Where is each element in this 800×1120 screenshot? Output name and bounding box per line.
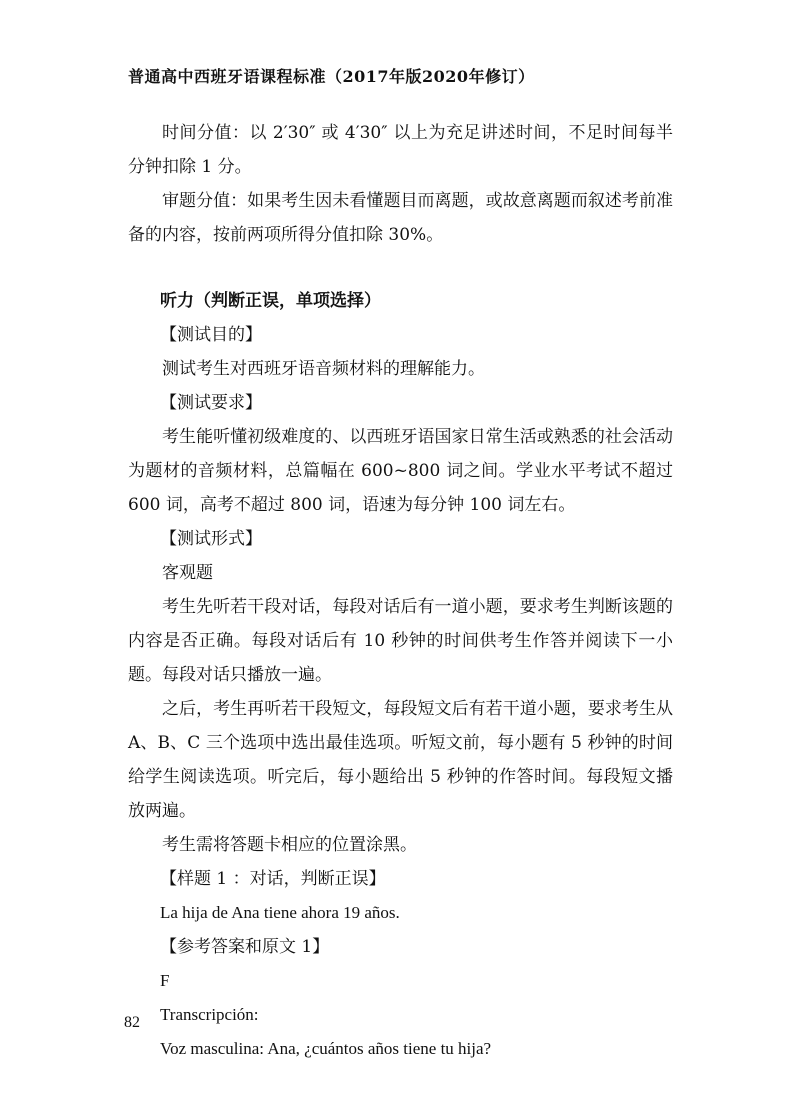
requirements-label: 【测试要求】 xyxy=(160,393,262,413)
form-label: 【测试形式】 xyxy=(160,529,262,549)
section-title: 听力（判断正误，单项选择） xyxy=(160,291,381,311)
transcription-line: Voz masculina: Ana, ¿cuántos años tiene tu hija? xyxy=(160,1039,492,1058)
transcription-label: Transcripción: xyxy=(160,1005,259,1024)
form-type: 客观题 xyxy=(162,563,213,583)
scoring-topic-paragraph: 审题分值：如果考生因未看懂题目而离题，或故意离题而叙述考前准备的内容，按前两项所得分值扣除 30%。 xyxy=(128,191,673,245)
scoring-time-paragraph: 时间分值：以 2′30″ 或 4′30″ 以上为充足讲述时间，不足时间每半分钟扣除 1 分。 xyxy=(128,123,673,177)
form-paragraph-dialogue: 考生先听若干段对话，每段对话后有一道小题，要求考生判断该题的内容是否正确。每段对话后有 10 秒钟的时间供考生作答并阅读下一小题。每段对话只播放一遍。 xyxy=(128,597,673,685)
section-gap xyxy=(128,252,673,284)
purpose-label: 【测试目的】 xyxy=(160,325,262,345)
running-header: 普通高中西班牙语课程标准（2017年版2020年修订） xyxy=(128,67,535,86)
answer-label: 【参考答案和原文 1】 xyxy=(160,937,330,957)
requirements-text: 考生能听懂初级难度的、以西班牙语国家日常生活或熟悉的社会活动为题材的音频材料，总篇幅在 600~800 词之间。学业水平考试不超过 600 词，高考不超过 800 词，语速为每分钟 100 词左右。 xyxy=(128,427,673,515)
page-body xyxy=(128,116,673,1066)
answer-value: F xyxy=(160,971,170,990)
sample-label: 【样题 1 ：对话，判断正误】 xyxy=(160,869,386,889)
page-number: 82 xyxy=(124,1014,140,1031)
form-paragraph-passage: 之后，考生再听若干段短文，每段短文后有若干道小题，要求考生从 A、B、C 三个选项中选出最佳选项。听短文前，每小题有 5 秒钟的时间给学生阅读选项。听完后，每小题给出 5 秒钟的作答时间。每段短文播放两遍。 xyxy=(128,699,673,821)
form-paragraph-answer-sheet: 考生需将答题卡相应的位置涂黑。 xyxy=(162,835,417,855)
sample-statement: La hija de Ana tiene ahora 19 años. xyxy=(160,903,400,922)
purpose-text: 测试考生对西班牙语音频材料的理解能力。 xyxy=(162,359,485,379)
